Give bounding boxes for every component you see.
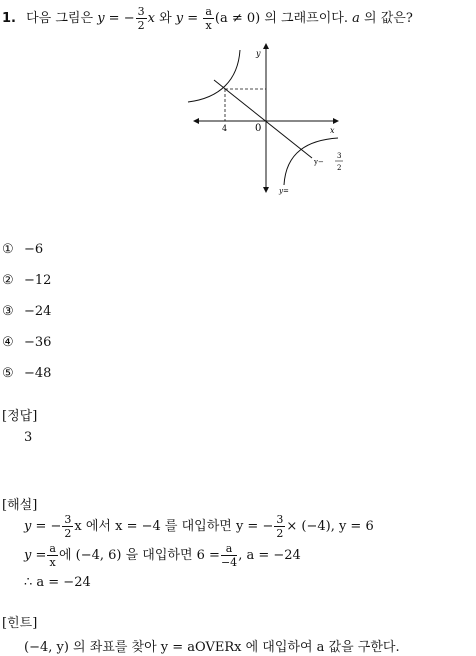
- question-number: 1.: [2, 11, 16, 26]
- line-label-num: 3: [337, 152, 342, 160]
- choice-value: −12: [24, 273, 52, 288]
- y-axis-label: y: [256, 49, 261, 58]
- choice-mark: ③: [2, 304, 14, 319]
- question-text: 1. 다음 그림은 y = − $\frac{3}{2}$ x 와 y = $\frac{a}{x}$ (a ≠ 0) 의 그래프이다. a 의 값은?: [2, 5, 413, 32]
- solution-line-1: y = − $\frac{3}{2}$ x 에서 x = −4 를 대입하면 y = − $\frac{3}{2}$ × (−4), y = 6: [24, 513, 374, 540]
- hyperbola-branch-q4: [284, 138, 338, 185]
- choice-2[interactable]: [2, 273, 51, 288]
- solution-line-3: ∴ a = −24: [24, 575, 91, 590]
- x-axis-label: x: [330, 126, 335, 135]
- answer-value: 3: [24, 430, 33, 445]
- choice-mark: ①: [2, 242, 14, 257]
- choice-1[interactable]: [2, 242, 43, 257]
- hint-text: (−4, y) 의 좌표를 찾아 y = aOVERx 에 대입하여 a 값을 구한다.: [24, 640, 400, 655]
- line-label-prefix: y−: [314, 158, 324, 166]
- graph-figure: [180, 40, 360, 200]
- fraction: $\frac{3}{2}$: [137, 5, 145, 32]
- solution-label: [해설]: [2, 498, 38, 513]
- answer-label: [정답]: [2, 409, 38, 424]
- tick-label: 4: [222, 124, 228, 133]
- line-label-den: 2: [337, 164, 342, 172]
- curve-label: y=: [279, 187, 289, 195]
- origin-label: 0: [255, 123, 262, 134]
- choice-value: −6: [24, 242, 44, 257]
- choice-value: −36: [24, 335, 52, 350]
- fraction: $\frac{a}{x}$: [205, 5, 212, 32]
- linear-graph: [214, 80, 312, 158]
- choice-mark: ⑤: [2, 366, 14, 381]
- choice-5[interactable]: [2, 366, 51, 381]
- choice-value: −24: [24, 304, 52, 319]
- choice-mark: ②: [2, 273, 14, 288]
- hint-label: [힌트]: [2, 616, 38, 631]
- choice-mark: ④: [2, 335, 14, 350]
- choice-4[interactable]: [2, 335, 51, 350]
- solution-line-2: y = $\frac{a}{x}$ 에 (−4, 6) 을 대입하면 6 = $\frac{a}{-4}$ , a = −24: [24, 542, 301, 569]
- choice-value: −48: [24, 366, 52, 381]
- choice-3[interactable]: [2, 304, 51, 319]
